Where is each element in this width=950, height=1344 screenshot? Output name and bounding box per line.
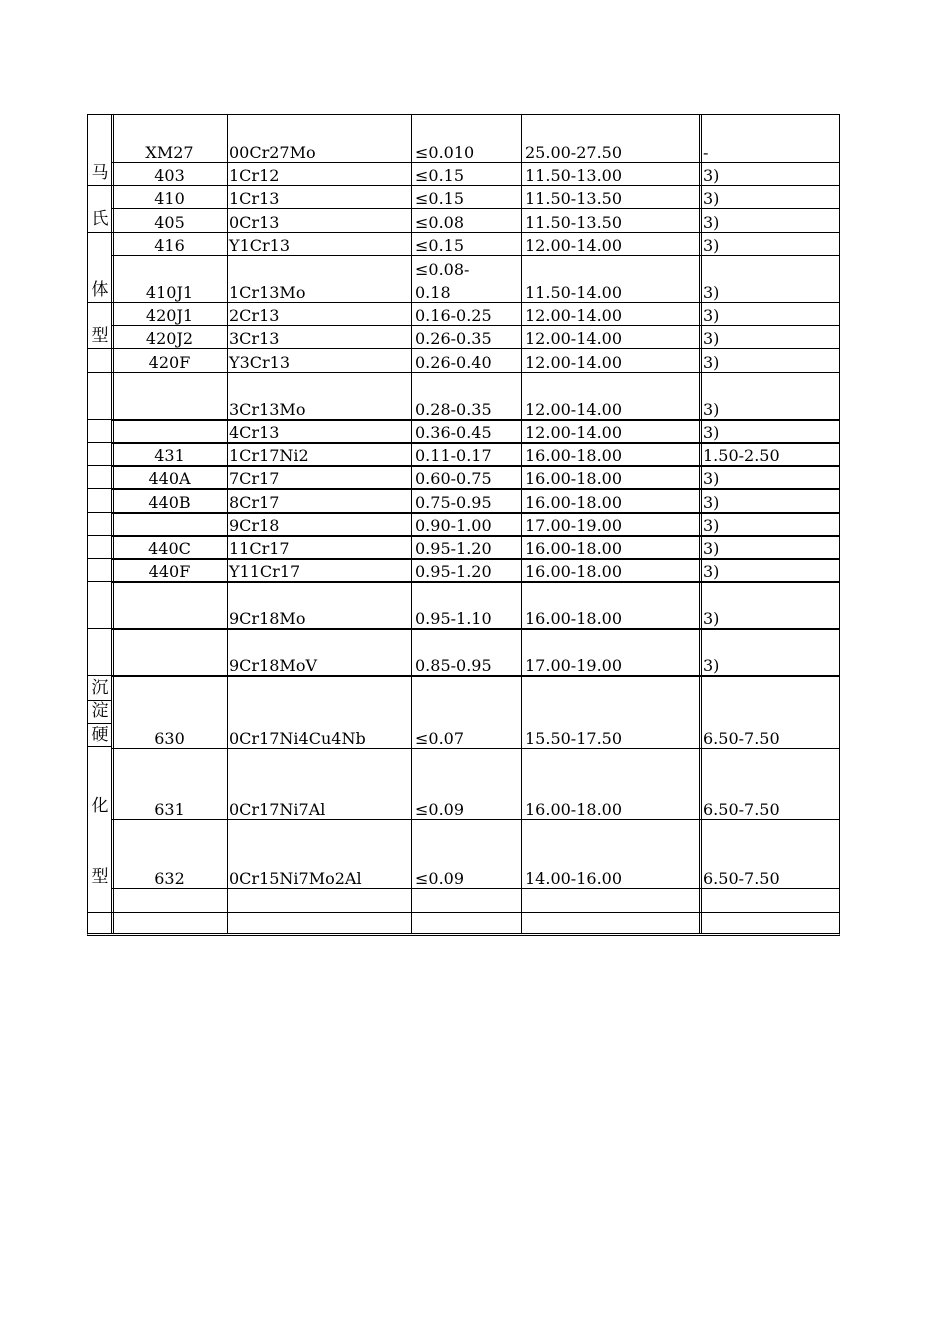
standard-number: 431 <box>154 446 185 465</box>
category-cell-line <box>88 675 112 676</box>
grade-cell: Y3Cr13 <box>229 353 290 372</box>
category-cell-line <box>88 628 112 629</box>
nickel-cell: 3) <box>703 423 720 442</box>
chromium-cell: 17.00-19.00 <box>525 516 623 535</box>
carbon-cell: ≤0.09 <box>415 800 465 819</box>
carbon-cell: ≤0.08- <box>415 260 470 279</box>
carbon-cell: ≤0.09 <box>415 869 465 888</box>
category-label: 淀 <box>91 701 109 721</box>
standard-number: 630 <box>154 729 185 748</box>
standard-number: 632 <box>154 869 185 888</box>
grade-cell: Y11Cr17 <box>229 562 301 581</box>
grade-cell: 9Cr18MoV <box>229 656 317 675</box>
grade-cell: 8Cr17 <box>229 493 280 512</box>
chromium-cell: 12.00-14.00 <box>525 236 623 255</box>
grade-cell: 11Cr17 <box>229 539 290 558</box>
category-cell-line <box>88 419 112 420</box>
standard-number: XM27 <box>145 143 194 162</box>
carbon-cell: ≤0.15 <box>415 166 465 185</box>
chromium-cell: 16.00-18.00 <box>525 469 623 488</box>
carbon-cell: 0.11-0.17 <box>415 446 492 465</box>
grade-cell: 1Cr12 <box>229 166 280 185</box>
carbon-cell: ≤0.07 <box>415 729 465 748</box>
grade-cell: 0Cr13 <box>229 213 280 232</box>
grade-cell: 9Cr18Mo <box>229 609 306 628</box>
carbon-cell: 0.16-0.25 <box>415 306 492 325</box>
grade-cell: 7Cr17 <box>229 469 280 488</box>
chromium-cell: 17.00-19.00 <box>525 656 623 675</box>
carbon-cell: 0.95-1.10 <box>415 609 492 628</box>
standard-number: 410J1 <box>145 283 194 302</box>
chromium-cell: 11.50-13.50 <box>525 213 623 232</box>
category-label: 化 <box>91 796 109 816</box>
category-cell-line <box>88 512 112 513</box>
nickel-cell: 6.50-7.50 <box>703 869 780 888</box>
nickel-cell: 3) <box>703 283 720 302</box>
carbon-cell: ≤0.15 <box>415 236 465 255</box>
carbon-cell: ≤0.010 <box>415 143 475 162</box>
chromium-cell: 16.00-18.00 <box>525 446 623 465</box>
nickel-cell: 3) <box>703 609 720 628</box>
standard-number: 420F <box>148 353 191 372</box>
chromium-cell: 11.50-14.00 <box>525 283 623 302</box>
chromium-cell: 12.00-14.00 <box>525 423 623 442</box>
nickel-cell: 3) <box>703 469 720 488</box>
chromium-cell: 16.00-18.00 <box>525 493 623 512</box>
category-label: 体 <box>91 280 109 300</box>
nickel-cell: 3) <box>703 539 720 558</box>
category-label: 氏 <box>91 209 109 229</box>
nickel-cell: 3) <box>703 236 720 255</box>
category-cell-line <box>88 465 112 466</box>
category-cell-line <box>88 488 112 489</box>
grade-cell: 4Cr13 <box>229 423 280 442</box>
chromium-cell: 14.00-16.00 <box>525 869 623 888</box>
standard-number: 440C <box>148 539 191 558</box>
carbon-cell-cont: 0.18 <box>415 283 451 302</box>
chromium-cell: 16.00-18.00 <box>525 609 623 628</box>
grid-column-line <box>521 115 522 933</box>
nickel-cell: 3) <box>703 166 720 185</box>
category-cell-line <box>88 232 112 233</box>
category-cell-line <box>88 535 112 536</box>
grid-column-line <box>699 115 702 933</box>
grade-cell: 1Cr13Mo <box>229 283 306 302</box>
grade-cell: 1Cr13 <box>229 189 280 208</box>
category-cell-line <box>88 372 112 373</box>
nickel-cell: 3) <box>703 400 720 419</box>
chromium-cell: 25.00-27.50 <box>525 143 623 162</box>
grade-cell: 0Cr15Ni7Mo2Al <box>229 869 362 888</box>
standard-number: 405 <box>154 213 185 232</box>
category-cell-line <box>88 348 112 349</box>
nickel-cell: 3) <box>703 329 720 348</box>
standard-number: 420J1 <box>145 306 194 325</box>
nickel-cell: 3) <box>703 353 720 372</box>
nickel-cell: 3) <box>703 516 720 535</box>
grade-cell: 3Cr13 <box>229 329 280 348</box>
grade-cell: 9Cr18 <box>229 516 280 535</box>
standard-number: 403 <box>154 166 185 185</box>
nickel-cell: 1.50-2.50 <box>703 446 780 465</box>
grade-cell: 1Cr17Ni2 <box>229 446 309 465</box>
chromium-cell: 16.00-18.00 <box>525 539 623 558</box>
category-label: 马 <box>91 163 109 183</box>
grid-column-line <box>411 115 412 933</box>
chromium-cell: 11.50-13.00 <box>525 166 623 185</box>
grade-cell: 3Cr13Mo <box>229 400 306 419</box>
category-label: 沉 <box>91 678 109 698</box>
grid-column-line <box>227 115 228 933</box>
grade-cell: 2Cr13 <box>229 306 280 325</box>
carbon-cell: 0.85-0.95 <box>415 656 492 675</box>
carbon-cell: 0.60-0.75 <box>415 469 492 488</box>
category-cell-line <box>88 558 112 559</box>
chromium-cell: 16.00-18.00 <box>525 800 623 819</box>
category-cell-line <box>88 185 112 186</box>
standard-number: 420J2 <box>145 329 194 348</box>
standard-number: 631 <box>154 800 185 819</box>
nickel-cell: 3) <box>703 189 720 208</box>
grade-cell: Y1Cr13 <box>229 236 290 255</box>
carbon-cell: 0.95-1.20 <box>415 539 492 558</box>
category-cell-line <box>88 581 112 582</box>
carbon-cell: 0.95-1.20 <box>415 562 492 581</box>
chromium-cell: 11.50-13.50 <box>525 189 623 208</box>
nickel-cell: 3) <box>703 213 720 232</box>
chromium-cell: 12.00-14.00 <box>525 329 623 348</box>
carbon-cell: 0.26-0.40 <box>415 353 492 372</box>
category-cell-line <box>88 723 112 724</box>
standard-number: 440A <box>148 469 191 488</box>
category-label: 型 <box>91 867 109 887</box>
chromium-cell: 12.00-14.00 <box>525 400 623 419</box>
standard-number: 440F <box>148 562 191 581</box>
carbon-cell: ≤0.15 <box>415 189 465 208</box>
chromium-cell: 16.00-18.00 <box>525 562 623 581</box>
carbon-cell: 0.28-0.35 <box>415 400 492 419</box>
carbon-cell: 0.36-0.45 <box>415 423 492 442</box>
standard-number: 410 <box>154 189 185 208</box>
nickel-cell: 3) <box>703 493 720 512</box>
composition-table <box>87 114 840 936</box>
grade-cell: 00Cr27Mo <box>229 143 316 162</box>
chromium-cell: 12.00-14.00 <box>525 306 623 325</box>
category-label: 型 <box>91 326 109 346</box>
category-cell-line <box>88 746 112 747</box>
nickel-cell: - <box>703 143 709 162</box>
category-cell-line <box>88 302 112 303</box>
grid-row-line <box>112 912 839 913</box>
carbon-cell: ≤0.08 <box>415 213 465 232</box>
nickel-cell: 3) <box>703 306 720 325</box>
standard-number: 440B <box>148 493 191 512</box>
carbon-cell: 0.90-1.00 <box>415 516 492 535</box>
carbon-cell: 0.75-0.95 <box>415 493 492 512</box>
grade-cell: 0Cr17Ni7Al <box>229 800 326 819</box>
nickel-cell: 6.50-7.50 <box>703 729 780 748</box>
nickel-cell: 6.50-7.50 <box>703 800 780 819</box>
category-cell-line <box>88 442 112 443</box>
standard-number: 416 <box>154 236 185 255</box>
chromium-cell: 12.00-14.00 <box>525 353 623 372</box>
category-cell-line <box>88 700 112 701</box>
category-cell-line <box>88 912 112 913</box>
grade-cell: 0Cr17Ni4Cu4Nb <box>229 729 366 748</box>
nickel-cell: 3) <box>703 562 720 581</box>
category-label: 硬 <box>91 725 109 745</box>
chromium-cell: 15.50-17.50 <box>525 729 623 748</box>
nickel-cell: 3) <box>703 656 720 675</box>
carbon-cell: 0.26-0.35 <box>415 329 492 348</box>
